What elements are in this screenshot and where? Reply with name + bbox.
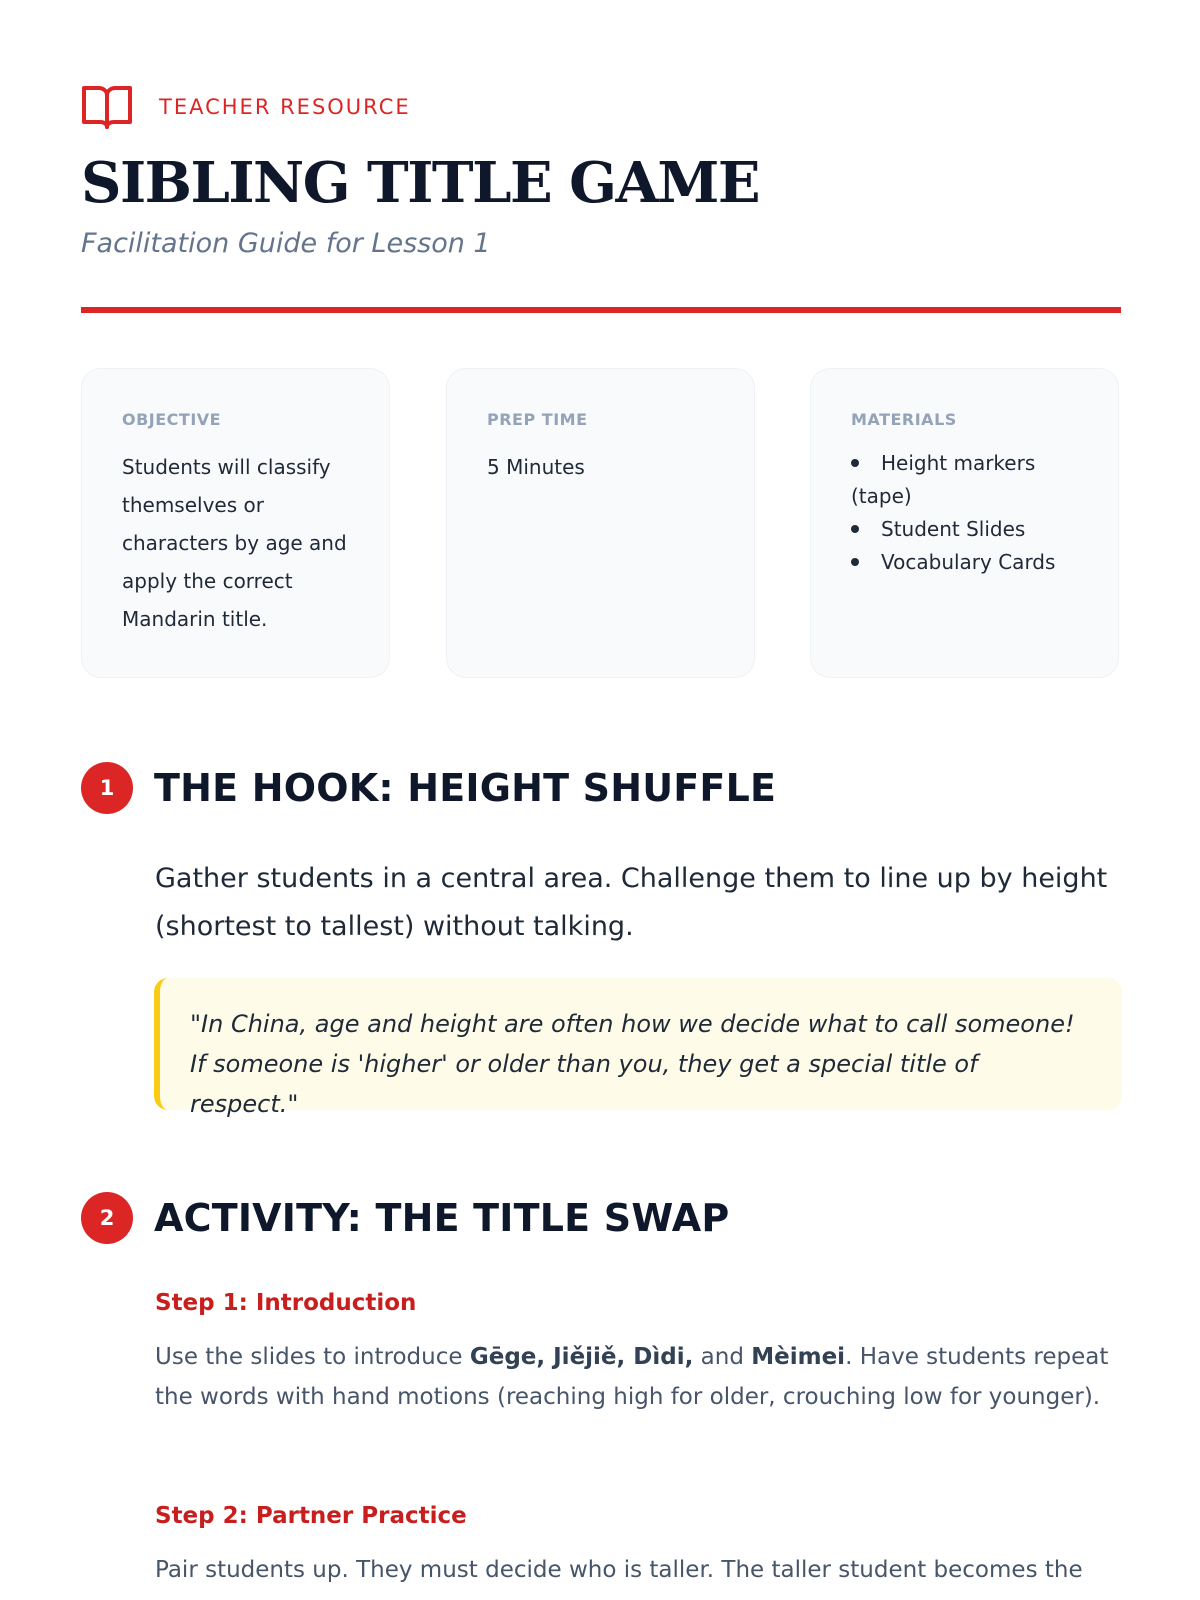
header-divider xyxy=(81,307,1121,313)
bullet-icon xyxy=(851,558,859,566)
list-item xyxy=(851,513,1078,546)
materials-card xyxy=(810,368,1119,678)
eyebrow-label: TEACHER RESOURCE xyxy=(159,95,411,119)
page-subtitle: Facilitation Guide for Lesson 1 xyxy=(81,228,491,259)
step-2-heading: Step 2: Partner Practice xyxy=(155,1503,467,1529)
prep-time-card xyxy=(446,368,755,678)
material-item: Student Slides xyxy=(881,517,1026,541)
step-1-heading: Step 1: Introduction xyxy=(155,1290,417,1316)
bullet-icon xyxy=(851,525,859,533)
eyebrow-row xyxy=(81,83,411,131)
list-item xyxy=(851,447,1078,513)
section-number-badge: 2 xyxy=(81,1192,133,1244)
objective-card xyxy=(81,368,390,678)
prep-time-value: 5 Minutes xyxy=(487,455,585,479)
materials-list xyxy=(851,447,1078,579)
objective-text: Students will classify themselves or characters by age and apply the correct Mandarin title. xyxy=(122,455,347,631)
hook-instructions: Gather students in a central area. Challenge them to line up by height (shortest to tallest) without talking. xyxy=(155,863,1108,942)
objective-label: OBJECTIVE xyxy=(122,410,222,429)
materials-label: MATERIALS xyxy=(851,410,957,429)
page-title: SIBLING TITLE GAME xyxy=(81,150,760,216)
step-2-text: Pair students up. They must decide who is taller. The taller student becomes the xyxy=(155,1557,1083,1583)
section-number-badge: 1 xyxy=(81,762,133,814)
prep-time-label: PREP TIME xyxy=(487,410,588,429)
vocab-bold: Gēge, Jiějiě, Dìdi, xyxy=(469,1344,694,1370)
section-2-header xyxy=(81,1190,729,1246)
section-1-header xyxy=(81,760,776,816)
material-item: Height markers (tape) xyxy=(851,451,1036,508)
material-item: Vocabulary Cards xyxy=(881,550,1056,574)
section-title: THE HOOK: HEIGHT SHUFFLE xyxy=(154,766,777,810)
section-title: ACTIVITY: THE TITLE SWAP xyxy=(154,1196,730,1240)
teacher-script-callout: "In China, age and height are often how we decide what to call someone! If someone is 'higher' or older than you, they get a special title of respect." xyxy=(154,978,1122,1110)
list-item xyxy=(851,546,1078,579)
step-1-text: Use the slides to introduce Gēge, Jiějiě, Dìdi, and Mèimei. Have students repeat the words with hand motions (reaching high for older, crouching low for younger). xyxy=(155,1344,1109,1410)
book-open-icon xyxy=(81,83,133,131)
vocab-bold: Mèimei xyxy=(751,1344,846,1370)
bullet-icon xyxy=(851,459,859,467)
